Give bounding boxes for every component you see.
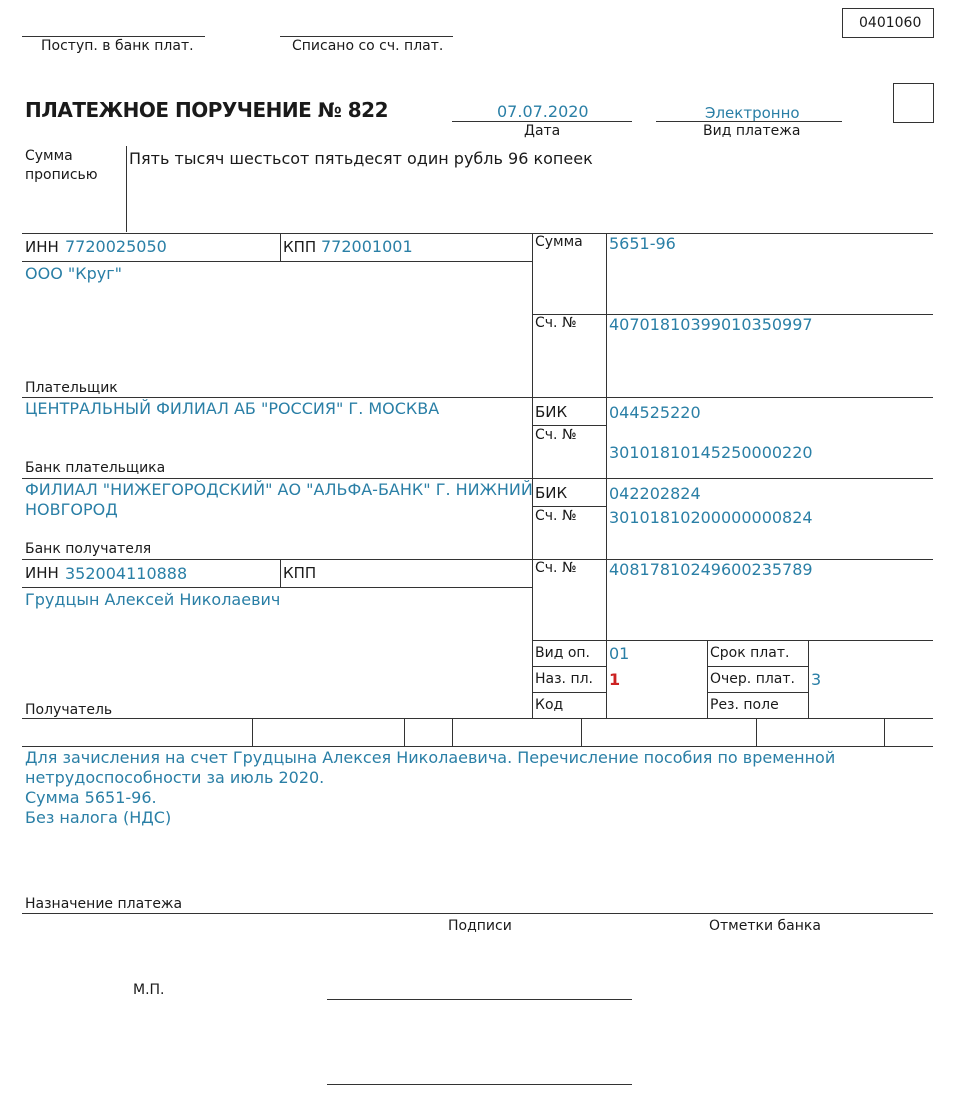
payer-kpp-label: КПП xyxy=(283,238,317,256)
amount-words-label-2: прописью xyxy=(25,167,98,183)
payer-bank-bik-label: БИК xyxy=(535,403,568,421)
payer-bank-corr-label: Сч. № xyxy=(535,427,577,443)
priority-label: Очер. плат. xyxy=(710,671,795,687)
grid-line xyxy=(22,397,933,398)
debited-label: Списано со сч. плат. xyxy=(292,38,444,54)
grid-line xyxy=(606,233,607,718)
empty-square xyxy=(893,83,934,123)
grid-line xyxy=(532,425,606,426)
payee-bank-bik-label: БИК xyxy=(535,484,568,502)
form-code: 0401060 xyxy=(859,15,922,31)
grid-line xyxy=(532,640,933,641)
payer-bank-bik: 044525220 xyxy=(609,403,701,422)
payment-type-value: Электронно xyxy=(705,104,800,122)
amount-label: Сумма xyxy=(535,234,583,250)
amount-words-divider xyxy=(126,146,127,232)
grid-line xyxy=(22,746,933,747)
signature-line-2 xyxy=(327,1084,632,1085)
grid-line xyxy=(707,666,808,667)
payee-bank-name-2: НОВГОРОД xyxy=(25,500,118,519)
page-title: ПЛАТЕЖНОЕ ПОРУЧЕНИЕ № 822 xyxy=(25,98,388,122)
payer-bank-label: Банк плательщика xyxy=(25,460,166,476)
payment-type-line xyxy=(656,121,842,122)
payee-name: Грудцын Алексей Николаевич xyxy=(25,590,281,609)
grid-line xyxy=(532,692,606,693)
payee-account-label: Сч. № xyxy=(535,560,577,576)
pay-purpose-label: Наз. пл. xyxy=(535,671,594,687)
amount-words-value: Пять тысяч шестьсот пятьдесят один рубль 96 копеек xyxy=(129,149,593,168)
payee-kpp-label: КПП xyxy=(283,564,317,582)
payee-bank-corr-label: Сч. № xyxy=(535,508,577,524)
tax-cell-divider xyxy=(581,718,582,746)
grid-line xyxy=(280,559,281,587)
payment-type-label: Вид платежа xyxy=(703,123,801,139)
payer-inn-label: ИНН xyxy=(25,238,59,256)
payer-kpp: 772001001 xyxy=(321,237,413,256)
purpose-line: нетрудоспособности за июль 2020. xyxy=(25,768,325,787)
payee-inn-label: ИНН xyxy=(25,564,59,582)
code-label: Код xyxy=(535,697,564,713)
payer-name: ООО "Круг" xyxy=(25,264,122,283)
grid-line xyxy=(22,233,933,234)
grid-line xyxy=(707,692,808,693)
amount-value: 5651-96 xyxy=(609,234,676,253)
payer-bank-name: ЦЕНТРАЛЬНЫЙ ФИЛИАЛ АБ "РОССИЯ" Г. МОСКВА xyxy=(25,399,440,418)
grid-line xyxy=(22,478,933,479)
payee-bank-label: Банк получателя xyxy=(25,541,152,557)
amount-words-label-1: Сумма xyxy=(25,148,73,164)
tax-cell-divider xyxy=(452,718,453,746)
purpose-text xyxy=(25,748,835,828)
tax-cell-divider xyxy=(756,718,757,746)
grid-line xyxy=(532,506,606,507)
grid-line xyxy=(22,718,933,719)
date-value: 07.07.2020 xyxy=(497,102,589,121)
op-type: 01 xyxy=(609,644,630,663)
stamp-label: М.П. xyxy=(133,982,165,998)
tax-cell-divider xyxy=(252,718,253,746)
payee-bank-name-1: ФИЛИАЛ "НИЖЕГОРОДСКИЙ" АО "АЛЬФА-БАНК" Г. НИЖНИЙ xyxy=(25,480,533,499)
grid-line xyxy=(808,640,809,718)
tax-cell-divider xyxy=(404,718,405,746)
purpose-label: Назначение платежа xyxy=(25,896,183,912)
purpose-bottom-line xyxy=(22,913,933,914)
payer-bank-corr: 30101810145250000220 xyxy=(609,443,813,462)
op-type-label: Вид оп. xyxy=(535,645,591,661)
received-line xyxy=(22,36,205,37)
bank-marks-label: Отметки банка xyxy=(709,918,821,934)
payee-bank-bik: 042202824 xyxy=(609,484,701,503)
grid-line xyxy=(707,640,708,718)
term-label: Срок плат. xyxy=(710,645,790,661)
priority: 3 xyxy=(811,670,822,689)
grid-line xyxy=(22,261,532,262)
purpose-line: Для зачисления на счет Грудцына Алексея Николаевича. Перечисление пособия по временной xyxy=(25,748,836,767)
payer-inn: 7720025050 xyxy=(65,237,167,256)
payer-label: Плательщик xyxy=(25,380,118,396)
date-line xyxy=(452,121,632,122)
tax-cell-divider xyxy=(884,718,885,746)
payee-bank-corr: 30101810200000000824 xyxy=(609,508,813,527)
payer-account: 40701810399010350997 xyxy=(609,315,813,334)
payee-account: 40817810249600235789 xyxy=(609,560,813,579)
payee-label: Получатель xyxy=(25,702,113,718)
grid-line xyxy=(532,233,533,718)
grid-line xyxy=(22,587,532,588)
payer-account-label: Сч. № xyxy=(535,315,577,331)
debited-line xyxy=(280,36,453,37)
date-label: Дата xyxy=(524,123,561,139)
signatures-label: Подписи xyxy=(448,918,512,934)
signature-line-1 xyxy=(327,999,632,1000)
purpose-line: Сумма 5651-96. xyxy=(25,788,157,807)
grid-line xyxy=(280,233,281,261)
payee-inn: 352004110888 xyxy=(65,564,188,583)
reserve-label: Рез. поле xyxy=(710,697,779,713)
pay-purpose: 1 xyxy=(609,670,621,689)
form-code-box xyxy=(842,8,934,38)
received-label: Поступ. в банк плат. xyxy=(41,38,194,54)
grid-line xyxy=(532,666,606,667)
purpose-line: Без налога (НДС) xyxy=(25,808,172,827)
